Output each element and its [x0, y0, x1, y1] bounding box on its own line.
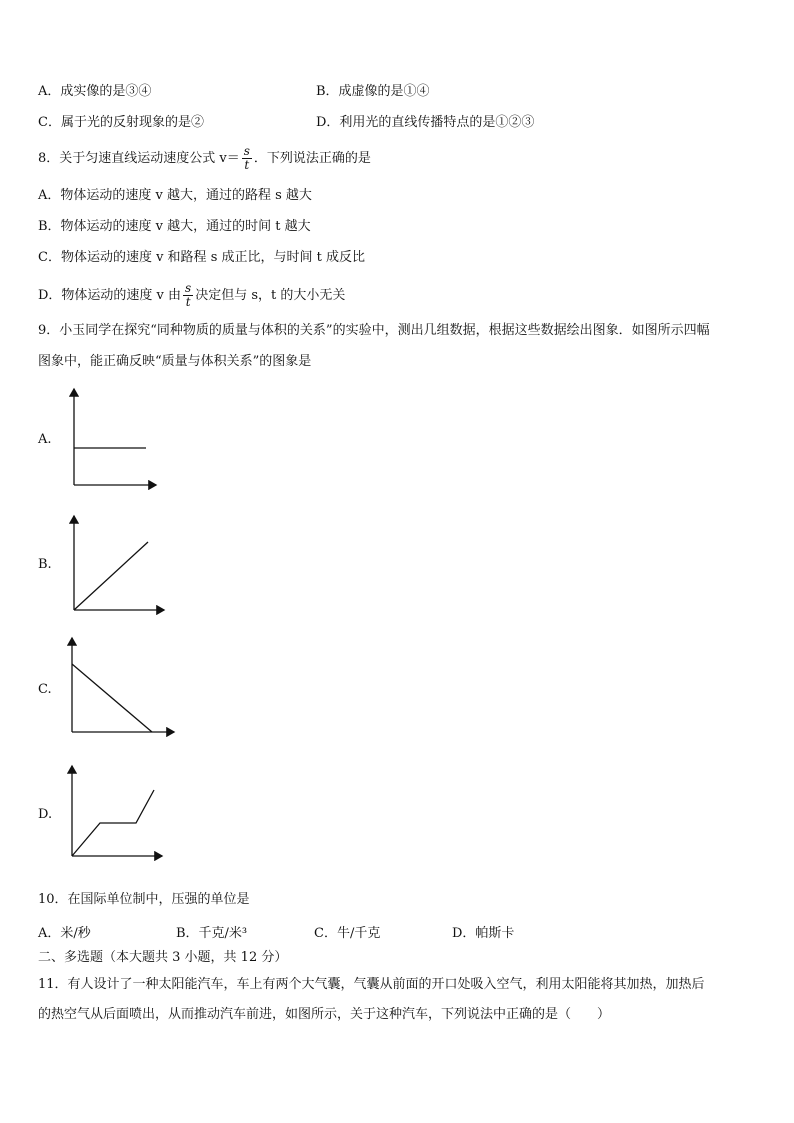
- q8-formula-fraction: [242, 145, 252, 172]
- q10-option-d: D．帕斯卡: [452, 926, 515, 941]
- q8-option-d-pre: D．物体运动的速度 v 由: [38, 288, 182, 303]
- q10-option-c: C．牛/千克: [314, 926, 381, 941]
- q9-graph-b: [60, 512, 168, 616]
- q7-option-d: D．利用光的直线传播特点的是①②③: [316, 115, 535, 130]
- q10-option-a: A．米/秒: [38, 926, 91, 941]
- q11-stem-line1: 11．有人设计了一种太阳能汽车，车上有两个大气囊，气囊从前面的开口处吸入空气，利用太阳能将其加热，加热后: [38, 977, 705, 992]
- q8-option-d-fraction: [183, 282, 193, 309]
- q9-label-d: D.: [38, 807, 53, 822]
- graph-line: [74, 542, 148, 610]
- q9-graph-d: [58, 762, 166, 862]
- q7-option-a: A．成实像的是③④: [38, 84, 152, 99]
- q8-option-c: C．物体运动的速度 v 和路程 s 成正比，与时间 t 成反比: [38, 250, 365, 265]
- graph-line: [72, 664, 152, 732]
- q9-graph-c: [58, 634, 178, 738]
- q8-option-a: A．物体运动的速度 v 越大，通过的路程 s 越大: [38, 188, 312, 203]
- q8-option-b: B．物体运动的速度 v 越大，通过的时间 t 越大: [38, 219, 311, 234]
- fraction-denominator: t: [185, 295, 191, 309]
- fraction-numerator: s: [243, 144, 250, 158]
- fraction-denominator: t: [244, 158, 250, 172]
- q9-label-c: C.: [38, 682, 52, 697]
- q8-stem-post: ．下列说法正确的是: [253, 151, 371, 166]
- q10-option-b: B．千克/米³: [176, 926, 248, 941]
- q11-stem-line2: 的热空气从后面喷出，从而推动汽车前进，如图所示，关于这种汽车，下列说法中正确的是（ ）: [38, 1007, 611, 1022]
- q10-stem: 10．在国际单位制中，压强的单位是: [38, 892, 250, 907]
- q9-label-a: A.: [38, 432, 52, 447]
- section-title: 二、多选题（本大题共 3 小题，共 12 分）: [38, 950, 288, 965]
- q9-graph-a: [60, 385, 160, 493]
- q8-option-d: [38, 282, 345, 309]
- q8-option-d-post: 决定但与 s，t 的大小无关: [195, 288, 346, 303]
- q8-stem-pre: 8．关于匀速直线运动速度公式 v＝: [38, 151, 240, 166]
- q9-stem-line2: 图象中，能正确反映“质量与体积关系”的图象是: [38, 354, 312, 369]
- q8-stem: [38, 145, 371, 172]
- q9-stem-line1: 9．小玉同学在探究“同种物质的质量与体积的关系”的实验中，测出几组数据，根据这些数据绘出图象．如图所示四幅: [38, 323, 710, 338]
- fraction-numerator: s: [185, 281, 192, 295]
- q9-label-b: B.: [38, 557, 52, 572]
- q7-option-c: C．属于光的反射现象的是②: [38, 115, 204, 130]
- q7-option-b: B．成虚像的是①④: [316, 84, 430, 99]
- graph-line: [72, 790, 154, 856]
